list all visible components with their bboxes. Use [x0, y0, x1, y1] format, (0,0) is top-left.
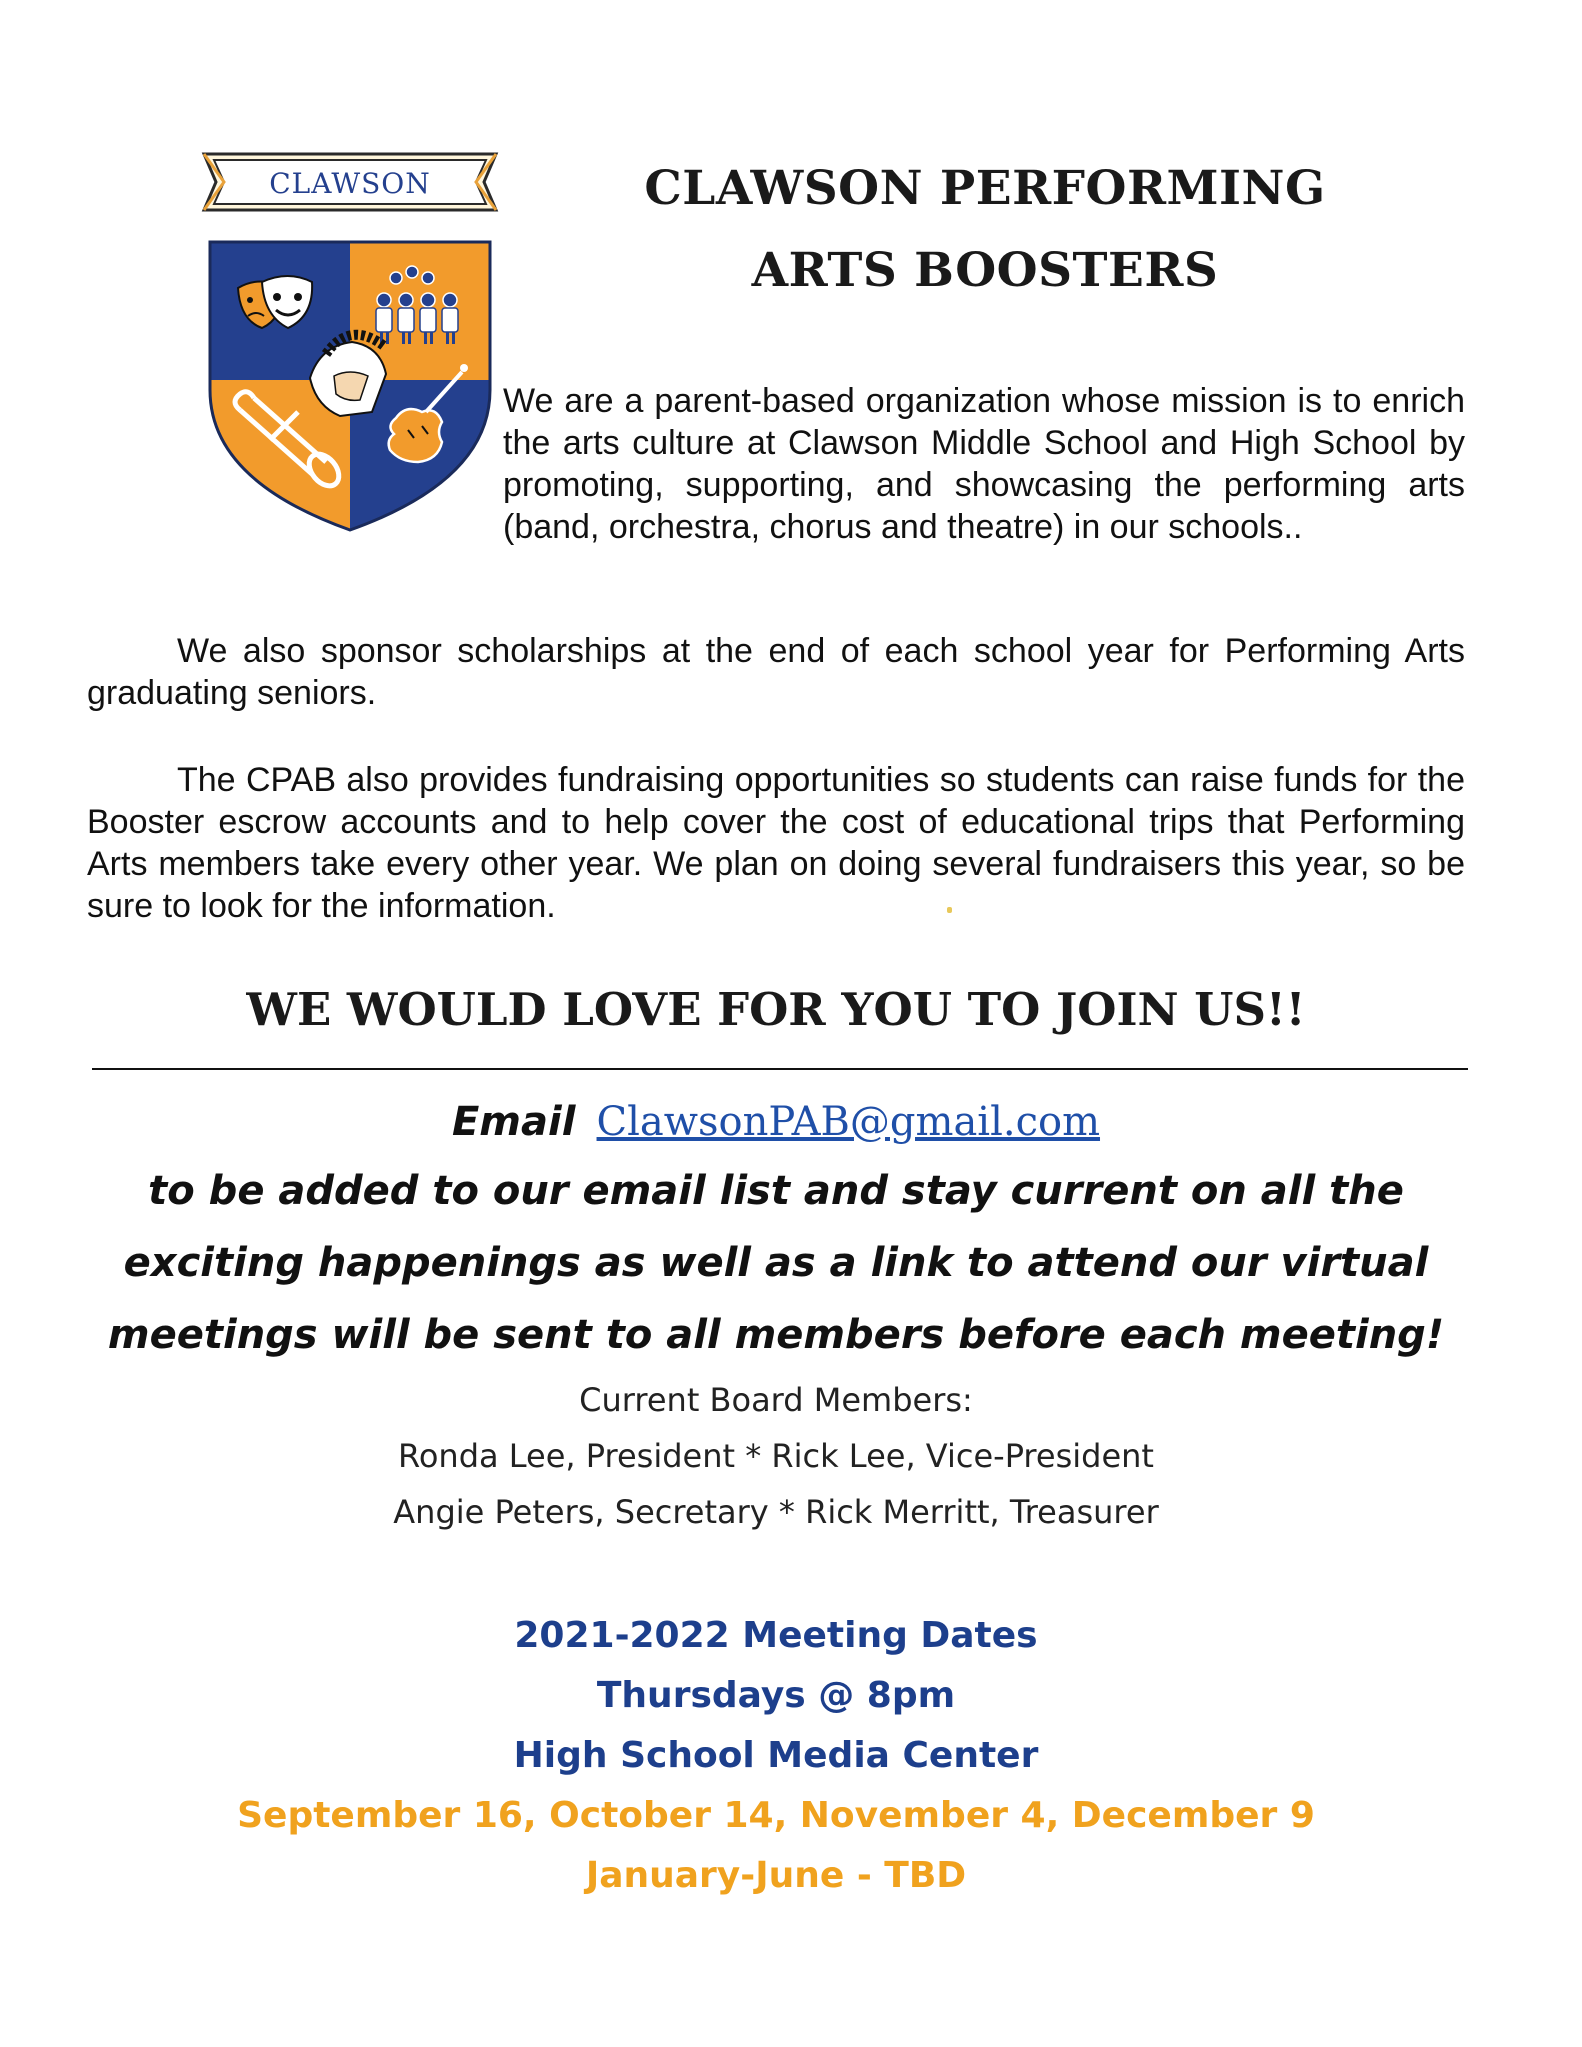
- scan-speck: [947, 907, 952, 913]
- scholarships-paragraph: We also sponsor scholarships at the end of each school year for Performing Arts graduating seniors.: [87, 632, 1465, 712]
- logo-banner-text: CLAWSON: [269, 167, 431, 200]
- meeting-later: January-June - TBD: [585, 1855, 967, 1896]
- clawson-crest-logo: [200, 150, 500, 550]
- call-to-action: [87, 1155, 1465, 1371]
- meeting-info: [87, 1606, 1465, 1906]
- email-label: Email: [451, 1099, 576, 1145]
- join-heading: WE WOULD LOVE FOR YOU TO JOIN US!!: [246, 983, 1306, 1036]
- fundraising-paragraph: The CPAB also provides fundraising opportunities so students can raise funds for the Booster escrow accounts and to help cover the cost of educational trips that Performing Arts members take every other year. We plan on doing several fundraisers this year, so be sure to look for the information.: [87, 761, 1465, 925]
- page-title: [570, 148, 1400, 312]
- email-line: [87, 1093, 1465, 1151]
- meeting-time: Thursdays @ 8pm: [596, 1675, 956, 1716]
- board-line-2: Angie Peters, Secretary * Rick Merritt, Treasurer: [393, 1493, 1159, 1531]
- board-members: [87, 1372, 1465, 1540]
- title-line-1: CLAWSON PERFORMING: [644, 161, 1326, 216]
- mission-paragraph: We are a parent-based organization whose mission is to enrich the arts culture at Clawson Middle School and High School by promoting, supporting, and showcasing the performing arts (band, orchestra, chorus and theatre) in our schools..: [503, 382, 1465, 546]
- title-line-2: ARTS BOOSTERS: [751, 243, 1219, 298]
- cta-line-1: to be added to our email list and stay current on all the: [148, 1168, 1404, 1214]
- cta-line-2: exciting happenings as well as a link to attend our virtual: [123, 1240, 1429, 1286]
- meeting-dates: September 16, October 14, November 4, December 9: [237, 1795, 1315, 1836]
- email-link[interactable]: ClawsonPAB@gmail.com: [596, 1099, 1101, 1145]
- board-heading: Current Board Members:: [579, 1381, 973, 1419]
- meeting-heading: 2021-2022 Meeting Dates: [514, 1615, 1038, 1656]
- divider: [92, 1068, 1468, 1070]
- cta-line-3: meetings will be sent to all members before each meeting!: [107, 1312, 1445, 1358]
- logo-banner: [204, 154, 496, 210]
- board-line-1: Ronda Lee, President * Rick Lee, Vice-President: [398, 1437, 1154, 1475]
- meeting-location: High School Media Center: [513, 1735, 1039, 1776]
